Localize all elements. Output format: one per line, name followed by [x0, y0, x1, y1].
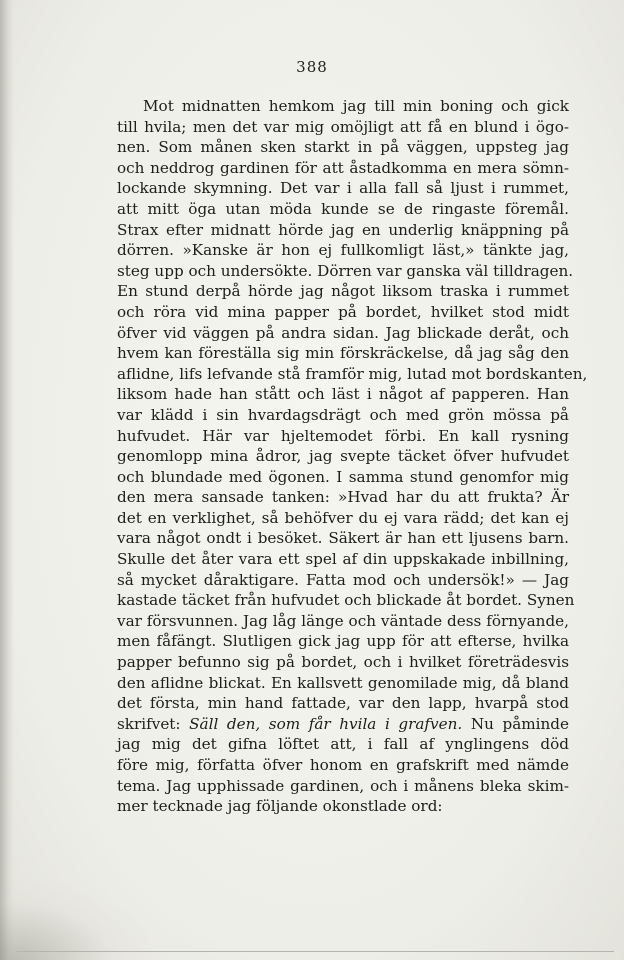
- text-line-17: hufvudet. Här var hjeltemodet förbi. En kall rysning: [117, 426, 569, 445]
- body-text: [117, 96, 588, 817]
- text-line-6: att mitt öga utan möda kunde se de ringaste föremål.: [117, 199, 569, 218]
- text-line-31-end: Nu påminde: [470, 714, 570, 733]
- text-line-35: mer tecknade jag följande okonstlade ord:: [117, 797, 443, 816]
- text-line-23: Skulle det åter vara ett spel af din uppskakade inbillning,: [117, 550, 569, 569]
- text-line-10: En stund derpå hörde jag något liksom traska i rummet: [117, 282, 569, 301]
- italic-quote: Säll den, som får hvila i grafven.: [189, 714, 463, 733]
- text-line-29: den aflidne blickat. En kallsvett genomilade mig, då bland: [117, 673, 569, 692]
- text-line-7: Strax efter midnatt hörde jag en underlig knäppning på: [117, 220, 569, 239]
- text-line-28: papper befunno sig på bordet, och i hvilket företrädesvis: [117, 653, 569, 672]
- text-line-9: steg upp och undersökte. Dörren var ganska väl tilldragen.: [117, 261, 574, 280]
- text-line-12: öfver vid väggen på andra sidan. Jag blickade deråt, och: [117, 323, 569, 342]
- text-line-27: men fåfängt. Slutligen gick jag upp för att efterse, hvilka: [117, 632, 569, 651]
- text-line-30: det första, min hand fattade, var den lapp, hvarpå stod: [117, 694, 569, 713]
- text-line-26: var försvunnen. Jag låg länge och väntade dess förnyande,: [117, 611, 569, 630]
- text-line-13: hvem kan föreställa sig min förskräckelse, då jag såg den: [117, 344, 569, 363]
- text-line-32: jag mig det gifna löftet att, i fall af ynglingens död: [117, 735, 569, 754]
- page-gutter-shadow: [0, 0, 14, 960]
- text-line-15: liksom hade han stått och läst i något af papperen. Han: [117, 385, 569, 404]
- text-line-25: kastade täcket från hufvudet och blickade åt bordet. Synen: [117, 591, 575, 610]
- text-line-3: nen. Som månen sken starkt in på väggen, uppsteg jag: [117, 138, 569, 157]
- text-line-31-start: skrifvet:: [117, 714, 181, 733]
- text-line-2: till hvila; men det var mig omöjligt att få en blund i ögo-: [117, 117, 569, 136]
- corner-smudge: [0, 880, 150, 960]
- page-bottom-edge: [16, 951, 614, 952]
- text-line-16: var klädd i sin hvardagsdrägt och med grön mössa på: [117, 405, 569, 424]
- text-line-21: det en verklighet, så behöfver du ej vara rädd; det kan ej: [117, 508, 569, 527]
- text-line-19: och blundade med ögonen. I samma stund genomfor mig: [117, 467, 569, 486]
- text-line-4: och neddrog gardinen för att åstadkomma en mera sömn-: [117, 158, 569, 177]
- text-line-20: den mera sansade tanken: »Hvad har du att frukta? Är: [117, 488, 569, 507]
- text-line-8: dörren. »Kanske är hon ej fullkomligt läst,» tänkte jag,: [117, 241, 569, 260]
- text-line-34: tema. Jag upphissade gardinen, och i månens bleka skim-: [117, 776, 569, 795]
- text-line-14: aflidne, lifs lefvande stå framför mig, lutad mot bordskanten,: [117, 364, 588, 383]
- text-line-5: lockande skymning. Det var i alla fall så ljust i rummet,: [117, 179, 569, 198]
- text-line-31: [117, 714, 569, 735]
- text-line-1: Mot midnatten hemkom jag till min boning och gick: [143, 97, 569, 115]
- text-line-22: vara något ondt i besöket. Säkert är han ett ljusens barn.: [117, 529, 569, 548]
- text-line-33: före mig, författa öfver honom en grafskrift med nämde: [117, 756, 569, 774]
- text-line-24: så mycket dåraktigare. Fatta mod och undersök!» — Jag: [117, 570, 569, 589]
- page-number: 388: [296, 58, 328, 76]
- text-line-18: genomlopp mina ådror, jag svepte täcket öfver hufvudet: [117, 447, 569, 466]
- text-line-11: och röra vid mina papper på bordet, hvilket stod midt: [117, 302, 569, 321]
